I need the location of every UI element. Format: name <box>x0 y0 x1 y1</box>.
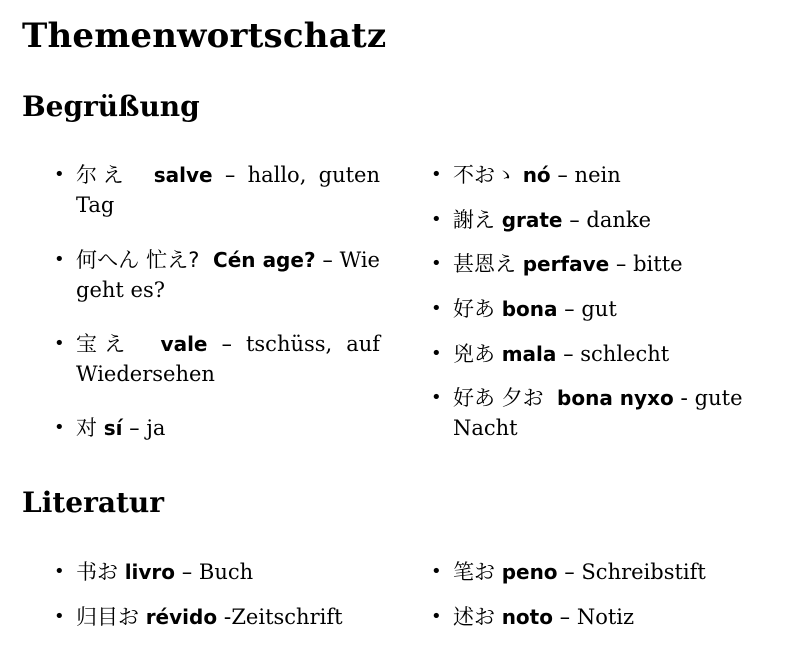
vocab-item: • 宝え vale – tschüss, auf Wiedersehen <box>54 329 380 389</box>
vocab-item: • 笔お peno – Schreibstift <box>431 557 773 587</box>
vocab-item: • 好あ 夕お bona nyxo - gute Nacht <box>431 383 773 443</box>
section-heading-greeting: Begrüßung <box>22 90 200 123</box>
vocab-item: • 对 sí – ja <box>54 413 380 443</box>
section-heading-literature: Literatur <box>22 486 165 519</box>
vocab-item: • 兇あ mala – schlecht <box>431 339 773 369</box>
vocab-item: • 謝え grate – danke <box>431 205 773 235</box>
vocab-item: • 好あ bona – gut <box>431 294 773 324</box>
vocab-item: • 述お noto – Notiz <box>431 602 773 632</box>
vocab-item: • 归目お révido -Zeitschrift <box>54 602 380 632</box>
vocab-item: • 不おゝ nó – nein <box>431 160 773 190</box>
vocab-item: • 何へん 忙え? Cén age? – Wie geht es? <box>54 245 380 305</box>
vocab-item: • 甚恩え perfave – bitte <box>431 249 773 279</box>
page-title: Themenwortschatz <box>22 16 387 56</box>
vocab-item: • 尔え salve – hallo, guten Tag <box>54 160 380 220</box>
vocab-item: • 书お livro – Buch <box>54 557 380 587</box>
